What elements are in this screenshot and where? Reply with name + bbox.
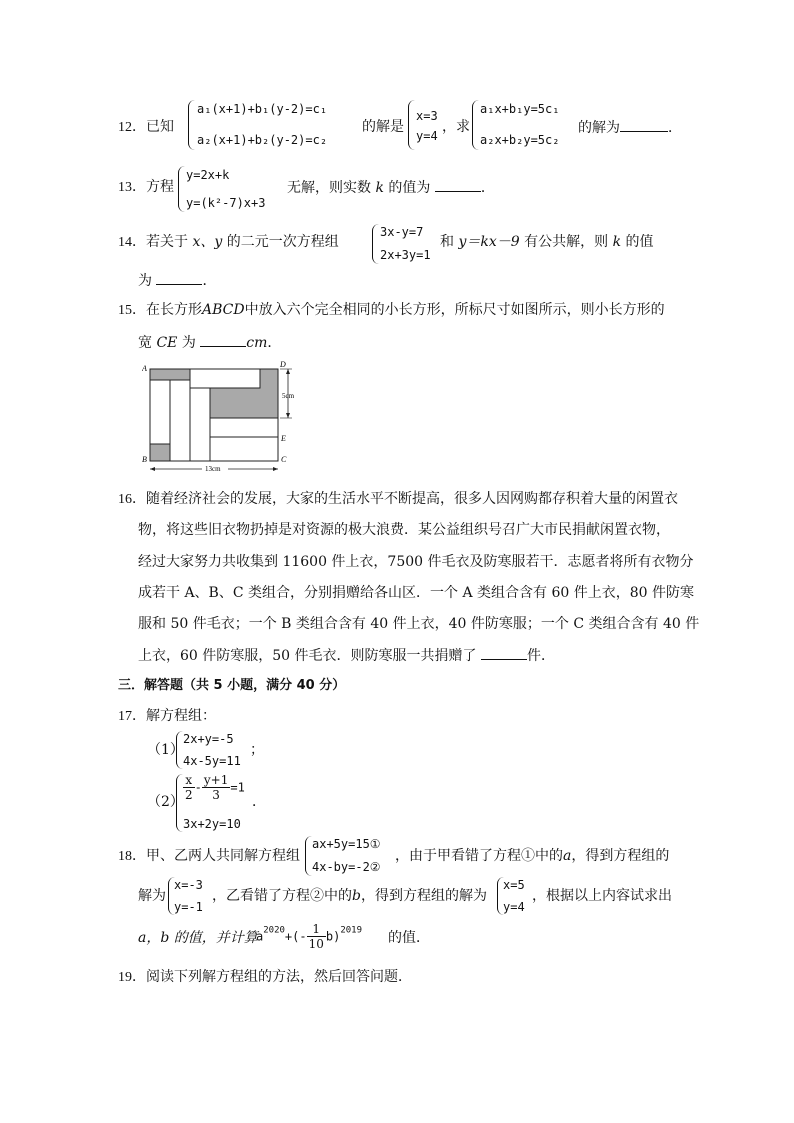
- q12-sys3-row1: a₁x+b₁y=5c₁: [480, 102, 560, 116]
- label-e: E: [281, 434, 286, 443]
- q17-p2-frac2: $\frac{y+1}{3}$: [203, 773, 229, 802]
- label-c: C: [281, 455, 287, 464]
- q18-line2-b: ，乙看错了方程②中的b，得到方程组的解为: [212, 888, 487, 904]
- q14-line1-b: 和 y＝kx－9 有公共解，则 k 的值: [440, 234, 654, 250]
- q17-p1-end: ；: [250, 742, 264, 758]
- q14-line1: 14．若关于 x、y 的二元一次方程组: [118, 234, 339, 250]
- q18-sys-row1: ax+5y=15①: [312, 837, 381, 851]
- q19-line1: 19．阅读下列解方程组的方法，然后回答问题．: [118, 969, 412, 985]
- q17-line1: 17．解方程组：: [118, 708, 216, 724]
- q18-sys2-row2: y=-1: [174, 900, 203, 914]
- q18-line1: 18．甲、乙两人共同解方程组: [118, 848, 300, 864]
- dim-side-arrow-top: [286, 369, 290, 374]
- label-b: B: [142, 455, 147, 464]
- q12-answer-blank[interactable]: [620, 117, 668, 132]
- q18-sys3-row1: x=5: [503, 878, 525, 892]
- q13-answer-blank[interactable]: [435, 177, 481, 192]
- q18-sys3-row2: y=4: [503, 900, 525, 914]
- q18-line3-b: 的值．: [388, 930, 430, 946]
- q18-sys2-row1: x=-3: [174, 878, 203, 892]
- q17-p1-row2: 4x-5y=11: [183, 754, 241, 768]
- q12-sys2-row1: x=3: [416, 109, 438, 123]
- q13-number: 13．方程: [118, 179, 174, 195]
- q18-line2-a: 解为: [138, 888, 166, 904]
- q17-p2-end: ．: [252, 794, 266, 810]
- dim-side-label: 5cm: [282, 392, 295, 400]
- q14-answer-blank[interactable]: [156, 270, 202, 285]
- q15-answer-blank[interactable]: [200, 332, 246, 347]
- q12-post: 的解为 ．: [578, 117, 682, 138]
- q16-line5: 服和 50 件毛衣；一个 B 类组合含有 40 件上衣，40 件防寒服；一个 C 类组合含有 40 件: [138, 616, 700, 632]
- q17-p2-brace: [176, 774, 183, 832]
- dim-bottom-label: 13cm: [205, 465, 221, 473]
- small-rect-right-2: [210, 437, 278, 461]
- q17-p1-brace: [176, 731, 183, 769]
- q13-sys-row2: y=(k²-7)x+3: [186, 196, 266, 210]
- q12-sys1-row1: a₁(x+1)+b₁(y-2)=c₁: [197, 102, 328, 116]
- small-rect-top: [190, 369, 260, 388]
- dim-side-arrow-bottom: [286, 413, 290, 418]
- q17-p2-frac1: $\frac{x}{2}$: [185, 773, 193, 802]
- q12-mid2: ，求: [442, 119, 470, 135]
- q15-figure: [142, 358, 310, 476]
- q12-brace-3: [472, 100, 479, 150]
- q14-brace: [372, 224, 379, 264]
- small-rect-left-1: [150, 380, 170, 444]
- q12-brace-1: [188, 100, 195, 150]
- q16-line4: 成若干 A、B、C 类组合，分别捐赠给各山区．一个 A 类组合含有 60 件上衣，80 件防寒: [138, 585, 694, 601]
- small-rect-left-2: [170, 380, 190, 461]
- q16-answer-blank[interactable]: [481, 645, 527, 660]
- q17-p1-row1: 2x+y=-5: [183, 732, 234, 746]
- q12-sys2-row2: y=4: [416, 129, 438, 143]
- q18-brace-1: [305, 836, 312, 876]
- q15-line1: 15．在长方形ABCD中放入六个完全相同的小长方形，所标尺寸如图所示，则小长方形的: [118, 302, 665, 318]
- q14-sys-row2: 2x+3y=1: [380, 248, 431, 262]
- q16-line6: 上衣，60 件防寒服，50 件毛衣．则防寒服一共捐赠了 件．: [138, 645, 555, 666]
- q16-line3: 经过大家努力共收集到 11600 件上衣，7500 件毛衣及防寒服若干．志愿者将所有衣物分: [138, 554, 694, 570]
- q13-post: 无解，则实数 k 的值为 ．: [287, 177, 495, 198]
- label-a: A: [142, 364, 147, 373]
- q17-p2-row2: 3x+2y=10: [183, 817, 241, 831]
- shaded-bottom-left: [151, 444, 171, 461]
- dim-bottom-arrow-left: [150, 467, 155, 471]
- q13-brace: [178, 166, 185, 212]
- q18-expression: $a^{2020}+(-$ $\frac{1}{10}$ b)$^{2019}$: [256, 922, 363, 951]
- q12-brace-2: [408, 100, 415, 150]
- q18-line2-d: ，根据以上内容试求出: [532, 888, 672, 904]
- small-rect-left-3: [190, 388, 210, 461]
- q12-sys1-row2: a₂(x+1)+b₂(y-2)=c₂: [197, 133, 328, 147]
- q17-p2-row1: $\frac{x}{2}$ - $\frac{y+1}{3}$ =1: [185, 773, 245, 802]
- label-d: D: [280, 360, 286, 369]
- q18-line1-b: ，由于甲看错了方程①中的a，得到方程组的: [395, 848, 670, 864]
- q18-line3-a: a，b 的值，并计算: [138, 930, 258, 946]
- shaded-middle-right: [210, 388, 278, 418]
- q12-number: 12．已知: [118, 119, 174, 135]
- q12-mid: 的解是: [362, 119, 404, 135]
- q14-line2: 为 ．: [138, 270, 216, 291]
- shaded-top-right: [260, 370, 278, 389]
- q18-sys-row2: 4x-by=-2②: [312, 860, 381, 874]
- q13-sys-row1: y=2x+k: [186, 168, 230, 182]
- small-rect-right-1: [210, 418, 278, 437]
- q17-p2-label: （2）: [147, 794, 184, 810]
- q16-line2: 物，将这些旧衣物扔掉是对资源的极大浪费．某公益组织号召广大市民捐献闲置衣物，: [138, 522, 670, 538]
- dim-bottom-arrow-right: [273, 467, 278, 471]
- section3-title: 三．解答题（共 5 小题，满分 40 分）: [118, 678, 346, 693]
- q12-sys3-row2: a₂x+b₂y=5c₂: [480, 133, 560, 147]
- q17-p1-label: （1）: [147, 742, 184, 758]
- q18-frac: $\frac{1}{10}$: [308, 922, 324, 951]
- q16-line1: 16．随着经济社会的发展，大家的生活水平不断提高，很多人因网购都存积着大量的闲置衣: [118, 491, 678, 507]
- q15-line2: 宽 CE 为 cm．: [138, 332, 281, 353]
- q14-sys-row1: 3x-y=7: [380, 225, 424, 239]
